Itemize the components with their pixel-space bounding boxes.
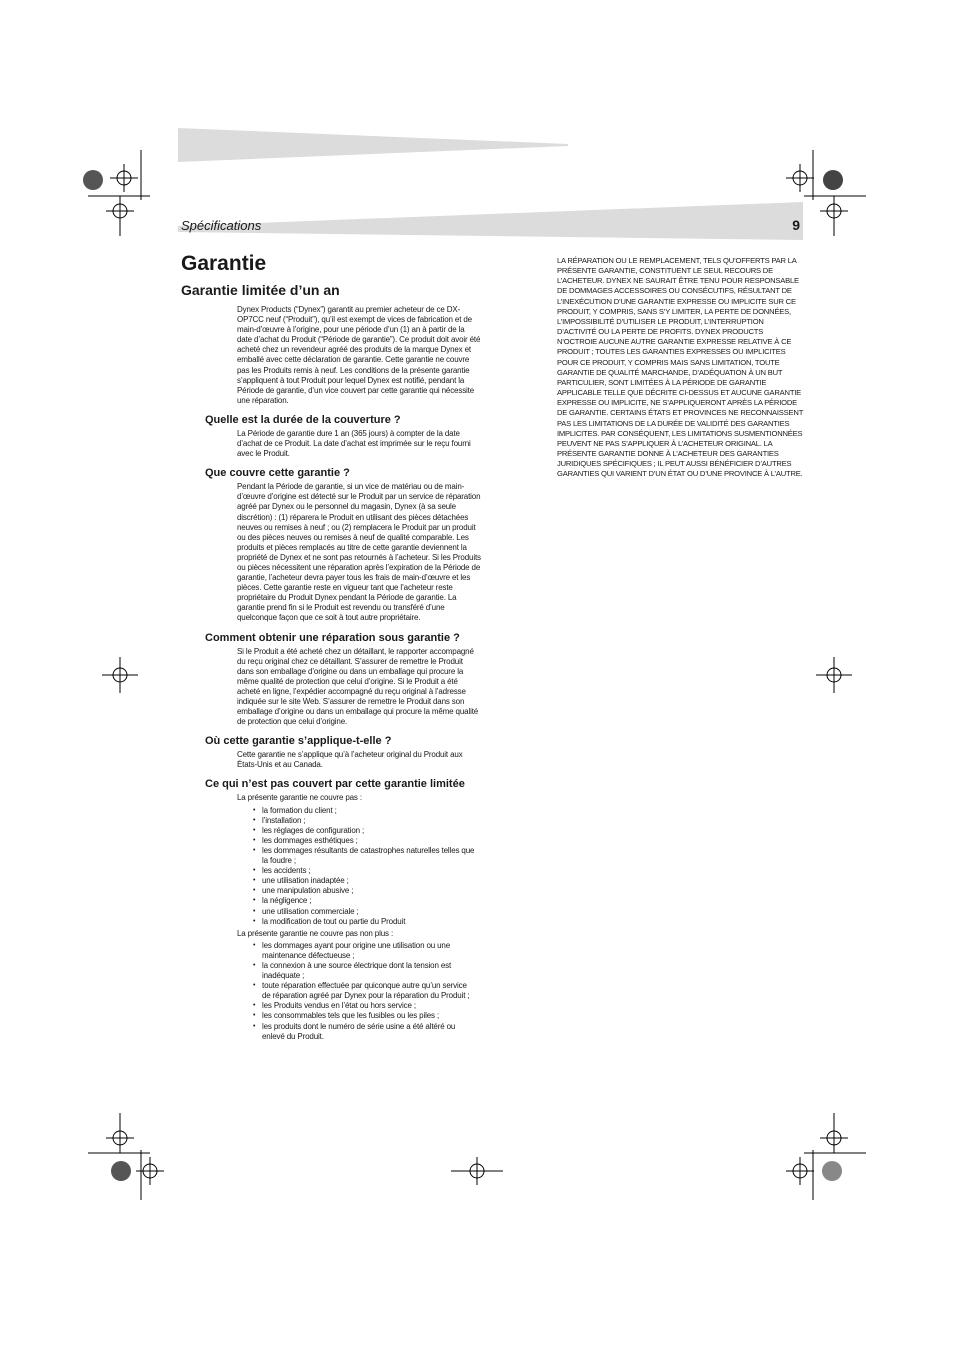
exclusions-intro-1: La présente garantie ne couvre pas : <box>237 793 362 803</box>
list-item: • les produits dont le numéro de série usine a été altéré ou enlevé du Produit. <box>262 1022 477 1042</box>
list-item: • une utilisation commerciale ; <box>262 907 477 917</box>
header-band-top <box>178 128 578 164</box>
list-item: • l’installation ; <box>262 816 477 826</box>
page-title: Garantie <box>181 252 267 275</box>
list-item: • les accidents ; <box>262 866 477 876</box>
exclusions-intro-2: La présente garantie ne couvre pas non plus : <box>237 928 394 938</box>
page-number: 9 <box>792 217 800 233</box>
header-band-bottom <box>178 202 804 242</box>
list-item: • la négligence ; <box>262 896 477 906</box>
list-item: • la formation du client ; <box>262 806 477 816</box>
list-item: • les dommages résultants de catastrophes naturelles telles que la foudre ; <box>262 846 477 866</box>
limitation-paragraph: LA RÉPARATION OU LE REMPLACEMENT, TELS QU’OFFERTS PAR LA PRÉSENTE GARANTIE, CONSTITUENT LE SEUL RECOURS DE L’ACHETEUR. DYNEX NE SAURAIT ÊTRE TENU POUR RESPONSABLE DE DOMMAGES ACCESSOIRES OU CONSÉCUTIFS, RÉSULTANT DE L’INEXÉCUTION D’UNE GARANTIE EXPRESSE OU IMPLICITE SUR CE PRODUIT, Y COMPRIS, SANS S’Y LIMITER, LA PERTE DE DONNÉES, L’IMPOSSIBILITÉ D’UTILISER LE PRODUIT, L’INTERRUPTION D’ACTIVITÉ OU LA PERTE DE PROFITS. DYNEX PRODUCTS N’OCTROIE AUCUNE AUTRE GARANTIE EXPRESSE RELATIVE À CE PRODUIT ; TOUTES LES GARANTIES EXPRESSES OU IMPLICITES POUR CE PRODUIT, Y COMPRIS MAIS SANS LIMITATION, TOUTE GARANTIE DE QUALITÉ MARCHANDE, D’ADÉQUATION À UN BUT PARTICULIER, SONT LIMITÉES À LA PÉRIODE DE GARANTIE APPLICABLE TELLE QUE DÉCRITE CI-DESSUS ET AUCUNE GARANTIE EXPRESSE OU IMPLICITE, NE S’APPLIQUERONT APRÈS LA PÉRIODE DE GARANTIE. CERTAINS ÉTATS ET PROVINCES NE RECONNAISSENT PAS LES LIMITATIONS DE LA DURÉE DE VALIDITÉ DES GARANTIES IMPLICITES. PAR CONSÉQUENT, LES LIMITATIONS SUSMENTIONNÉES PEUVENT NE PAS S’APPLIQUER À L’ACHETEUR ORIGINAL. LA PRÉSENTE GARANTIE DONNE À L’ACHETEUR DES GARANTIES JURIDIQUES SPÉCIFIQUES ; IL PEUT AUSSI BÉNÉFICIER D’AUTRES GARANTIES QUI VARIENT D’UN ÉTAT OU D’UNE PROVINCE À L’AUTRE. <box>557 256 803 479</box>
section-heading: Comment obtenir une réparation sous garantie ? <box>205 631 460 644</box>
exclusions-list-1 <box>181 806 481 927</box>
section-heading: Que couvre cette garantie ? <box>205 467 350 480</box>
list-item: • les consommables tels que les fusibles ou les piles ; <box>262 1011 477 1021</box>
section-text: Si le Produit a été acheté chez un détaillant, le rapporter accompagné du reçu original chez ce détaillant. S’assurer de remettre le Produit dans son emballage d’origine ou dans un emballage qui procure la même qualité de protection que celui d’origine. Si le Produit a été acheté en ligne, l’expédier accompagné du reçu original à l’adresse indiquée sur le site Web. S’assurer de remettre le Produit dans son emballage d’origine ou dans un emballage qui procure la même qualité de protection que celui d’origine. <box>237 646 479 727</box>
list-item: • toute réparation effectuée par quiconque autre qu’un service de réparation agréé par Dynex pour la réparation du Produit ; <box>262 981 477 1001</box>
exclusions-heading: Ce qui n’est pas couvert par cette garantie limitée <box>205 778 465 791</box>
left-column <box>181 305 481 1044</box>
section-heading: Quelle est la durée de la couverture ? <box>205 413 401 426</box>
exclusions-list-2 <box>181 941 481 1042</box>
list-item: • les dommages ayant pour origine une utilisation ou une maintenance défectueuse ; <box>262 941 477 961</box>
list-item: • les dommages esthétiques ; <box>262 836 477 846</box>
list-item: • une manipulation abusive ; <box>262 886 477 896</box>
header-section-label: Spécifications <box>181 218 262 233</box>
intro-paragraph: Dynex Products (“Dynex”) garantit au premier acheteur de ce DX-OP7CC neuf (“Produit”), qu’il est exempt de vices de fabrication et de main-d’œuvre à l’origine, pour une période d’un (1) an à partir de la date d’achat du Produit (“Période de garantie”). Ce produit doit avoir été acheté chez un revendeur agréé des produits de la marque Dynex et emballé avec cette déclaration de garantie. Cette garantie ne couvre pas les Produits remis à neuf. Les conditions de la présente garantie s’appliquent à tout Produit pour lequel Dynex est notifié, pendant la Période de garantie, d’un vice couvert par cette garantie qui nécessite une réparation. <box>237 305 481 405</box>
list-item: • les réglages de configuration ; <box>262 826 477 836</box>
list-item: • la modification de tout ou partie du Produit <box>262 917 477 927</box>
section-text: Pendant la Période de garantie, si un vice de matériau ou de main-d’œuvre d’origine est détecté sur le Produit par un service de réparation agréé par Dynex ou le personnel du magasin, Dynex (à sa seule discrétion) : (1) réparera le Produit en utilisant des pièces détachées neuves ou remises à neuf ; ou (2) remplacera le Produit par un produit ou des pièces neuves ou remises à neuf de qualité comparable. Les produits et pièces remplacés au titre de cette garantie deviennent la propriété de Dynex et ne sont pas retournés à l’acheteur. Si les Produits ou pièces nécessitent une réparation après l’expiration de la Période de garantie, l’acheteur devra payer tous les frais de main-d’œuvre et les pièces. Cette garantie reste en vigueur tant que l’acheteur reste propriétaire du Produit Dynex pendant la Période de garantie. La garantie prend fin si le Produit est revendu ou transféré d’une quelconque façon que ce soit à tout autre propriétaire. <box>237 482 481 623</box>
section-text: La Période de garantie dure 1 an (365 jours) à compter de la date d’achat de ce Produit. La date d’achat est imprimée sur le reçu fourni avec le Produit. <box>237 428 471 459</box>
section-text: Cette garantie ne s’applique qu’à l’acheteur original du Produit aux États-Unis et au Canada. <box>237 750 463 770</box>
list-item: • les Produits vendus en l’état ou hors service ; <box>262 1001 477 1011</box>
list-item: • une utilisation inadaptée ; <box>262 876 477 886</box>
section-heading: Où cette garantie s’applique-t-elle ? <box>205 735 392 748</box>
page-subtitle: Garantie limitée d’un an <box>181 282 340 298</box>
list-item: • la connexion à une source électrique dont la tension est inadéquate ; <box>262 961 477 981</box>
